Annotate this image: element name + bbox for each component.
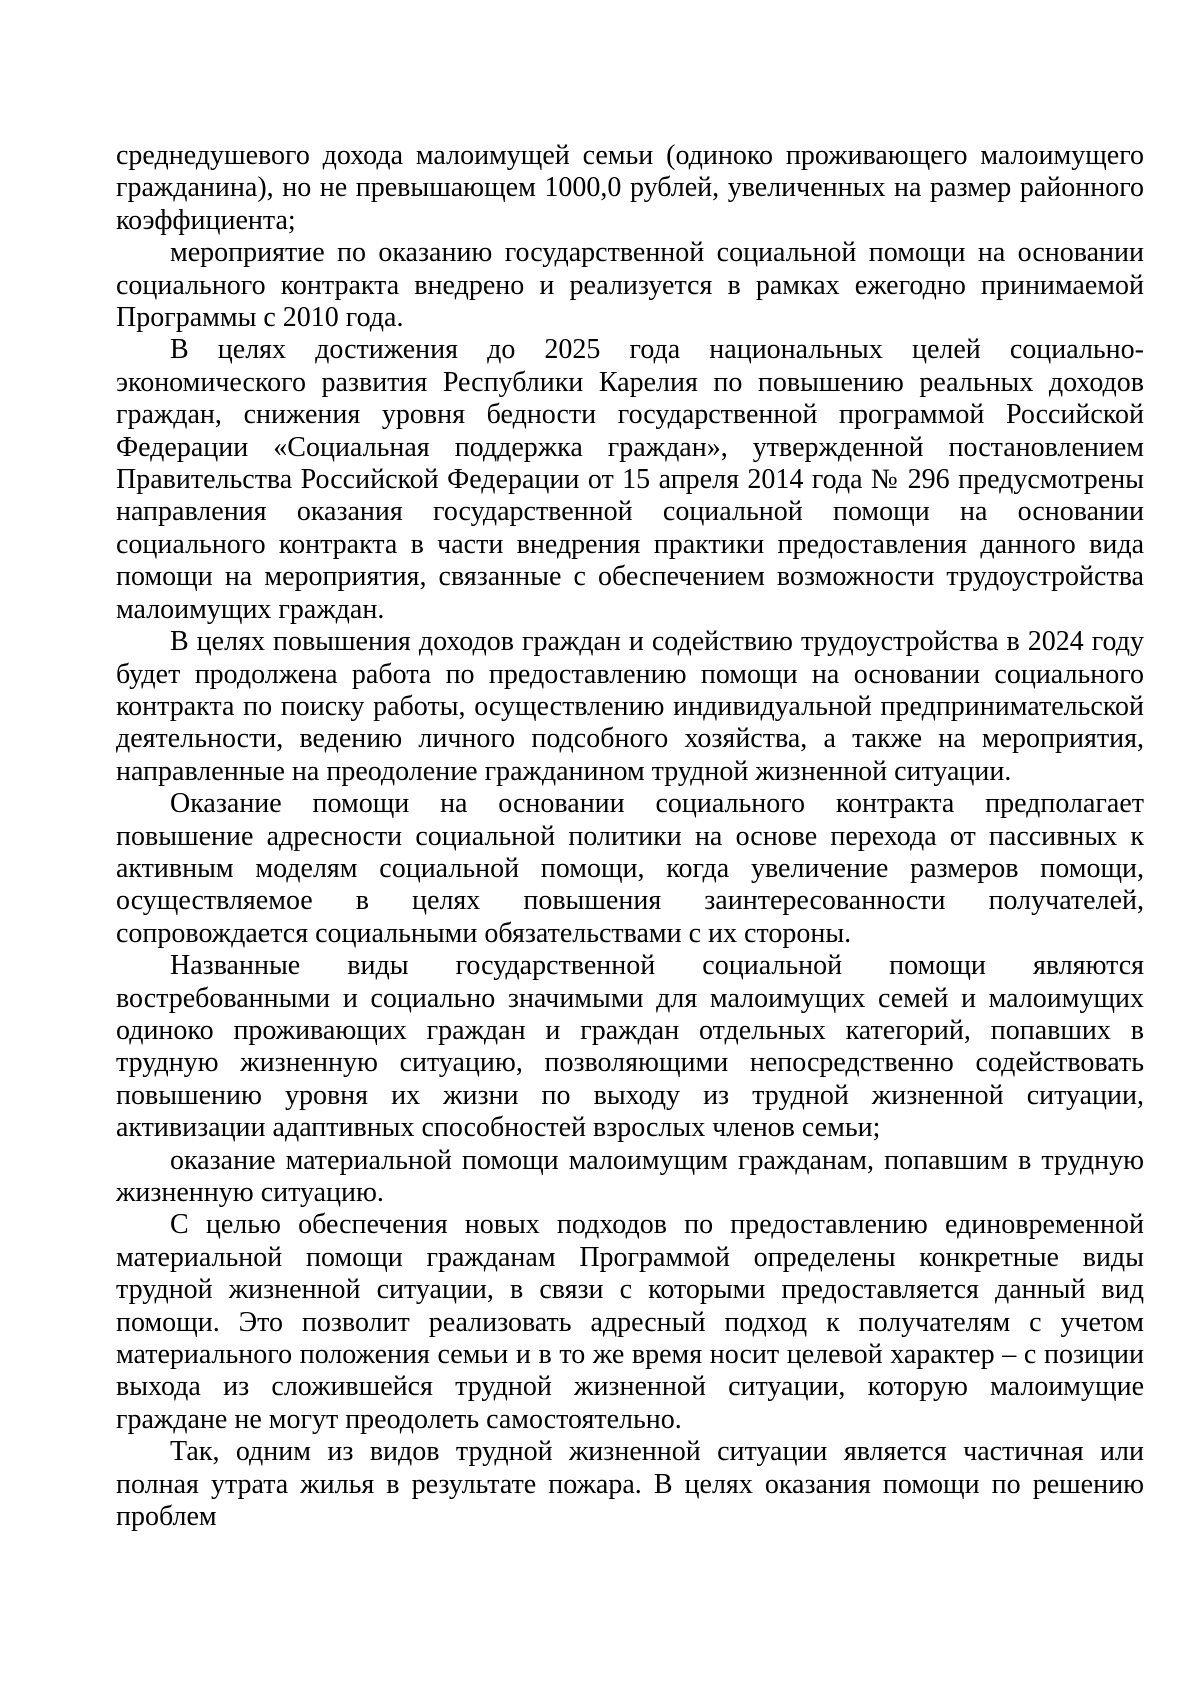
paragraph-material-assistance: оказание материальной помощи малоимущим гражданам, попавшим в трудную жизненную ситуацию. bbox=[116, 1144, 1144, 1208]
paragraph-assistance-demand: Названные виды государственной социальной помощи являются востребованными и социально значимыми для малоимущих семей и малоимущих одиноко проживающих граждан и граждан отдельных категорий, попавших в трудную жизненную ситуацию, позволяющими непосредственно содействовать повышению уровня их жизни по выходу из трудной жизненной ситуации, активизации адаптивных способностей взрослых членов семьи; bbox=[116, 950, 1144, 1144]
paragraph-targeted-assistance: Оказание помощи на основании социального контракта предполагает повышение адресности социальной политики на основе перехода от пассивных к активным моделям социальной помощи, когда увеличение размеров помощи, осуществляемое в целях повышения заинтересованности получателей, сопровождается социальными обязательствами с их стороны. bbox=[116, 788, 1144, 949]
paragraph-income-growth-2024: В целях повышения доходов граждан и содействию трудоустройства в 2024 году будет продолжена работа по предоставлению помощи на основании социального контракта по поиску работы, осуществлению индивидуальной предпринимательской деятельности, ведению личного подсобного хозяйства, а также на мероприятия, направленные на преодоление гражданином трудной жизненной ситуации. bbox=[116, 626, 1144, 787]
paragraph-income-threshold: среднедушевого дохода малоимущей семьи (одиноко проживающего малоимущего гражданина), но не превышающем 1000,0 рублей, увеличенных на размер районного коэффициента; bbox=[116, 140, 1144, 236]
paragraph-social-contract-since-2010: мероприятие по оказанию государственной социальной помощи на основании социального контракта внедрено и реализуется в рамках ежегодно принимаемой Программы с 2010 года. bbox=[116, 237, 1144, 334]
paragraph-national-goals-2025: В целях достижения до 2025 года национальных целей социально-экономического развития Республики Карелия по повышению реальных доходов граждан, снижения уровня бедности государственной программой Российской Федерации «Социальная поддержка граждан», утвержденной постановлением Правительства Российской Федерации от 15 апреля 2014 года № 296 предусмотрены направления оказания государственной социальной помощи на основании социального контракта в части внедрения практики предоставления данного вида помощи на мероприятия, связанные с обеспечением возможности трудоустройства малоимущих граждан. bbox=[116, 334, 1144, 625]
paragraph-new-approaches: С целью обеспечения новых подходов по предоставлению единовременной материальной помощи гражданам Программой определены конкретные виды трудной жизненной ситуации, в связи с которыми предоставляется данный вид помощи. Это позволит реализовать адресный подход к получателям с учетом материального положения семьи и в то же время носит целевой характер – с позиции выхода из сложившейся трудной жизненной ситуации, которую малоимущие граждане не могут преодолеть самостоятельно. bbox=[116, 1209, 1144, 1435]
paragraph-fire-housing-loss: Так, одним из видов трудной жизненной ситуации является частичная или полная утрата жилья в результате пожара. В целях оказания помощи по решению проблем bbox=[116, 1436, 1144, 1533]
document-page bbox=[116, 140, 1144, 1533]
